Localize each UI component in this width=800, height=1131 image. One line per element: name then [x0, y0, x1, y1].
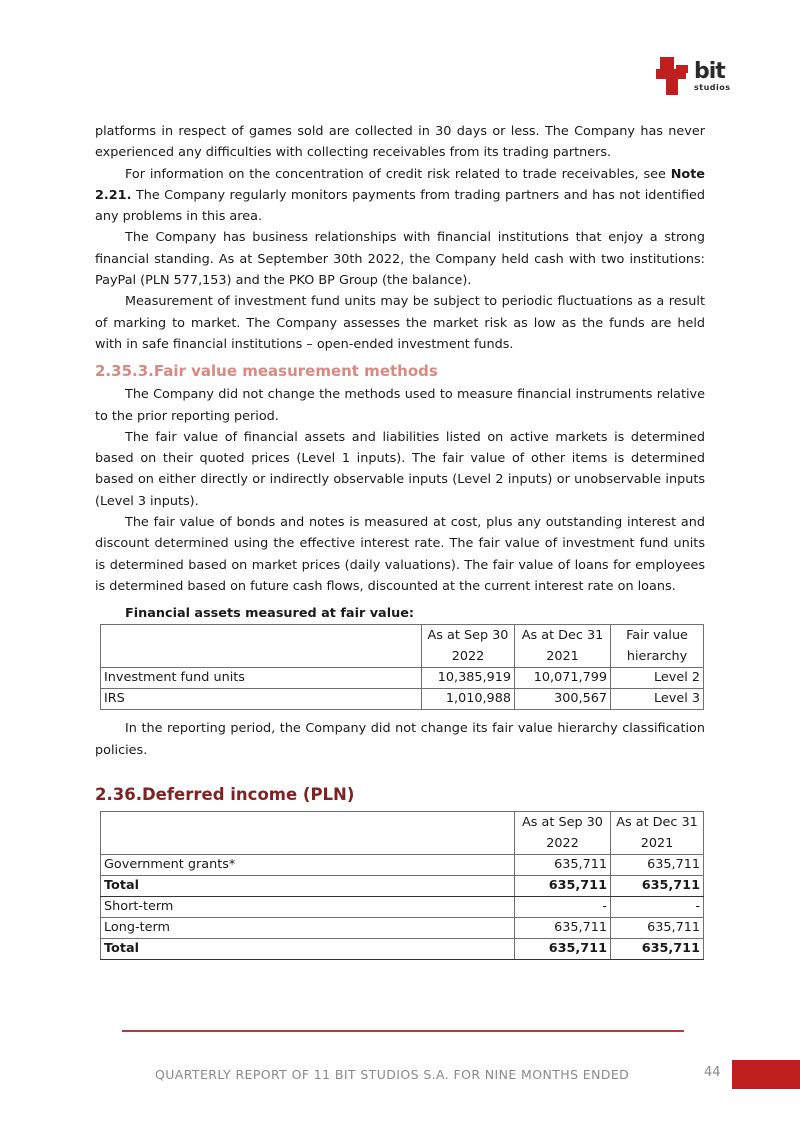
table-row [101, 854, 704, 875]
table-caption: Financial assets measured at fair value: [125, 606, 414, 622]
cell-value: 635,711 [515, 938, 611, 959]
table-row [101, 917, 704, 938]
table-header-row [101, 811, 704, 854]
page-content [95, 121, 705, 960]
cell-value: Level 2 [611, 668, 704, 689]
cell-value: 10,071,799 [515, 668, 611, 689]
footer-title: QUARTERLY REPORT OF 11 BIT STUDIOS S.A. FOR NINE MONTHS ENDED [155, 1067, 630, 1082]
section-heading-deferred-income: 2.36.Deferred income (PLN) [95, 784, 355, 804]
cell-value: 10,385,919 [422, 668, 515, 689]
paragraph: The fair value of financial assets and liabilities listed on active markets is determined based on their quoted prices (Level 1 inputs). The fair value of other items is determined based on either directly or indirectly observable inputs (Level 2 inputs) or unobservable inputs (Level 3 inputs). [95, 429, 705, 509]
cell-value: 635,711 [515, 875, 611, 896]
cell-value: 635,711 [515, 854, 611, 875]
paragraph: platforms in respect of games sold are collected in 30 days or less. The Company has never experienced any difficulties with collecting receivables from its trading partners. [95, 124, 705, 161]
row-label: Short-term [101, 896, 515, 917]
row-label: Investment fund units [101, 668, 422, 689]
paragraph-note-reference: For information on the concentration of credit risk related to trade receivables, see Note 2.21. The Company regularly monitors payments from trading partners and has not identified any problems in this area. [95, 166, 705, 225]
paragraph: In the reporting period, the Company did not change its fair value hierarchy classification policies. [95, 721, 705, 758]
footer-accent-block [732, 1060, 800, 1089]
fair-value-table [100, 624, 704, 710]
table-total-row [101, 875, 704, 896]
cell-value: Level 3 [611, 689, 704, 710]
row-label: Total [101, 875, 515, 896]
table-total-row [101, 938, 704, 959]
cell-value: 635,711 [611, 854, 704, 875]
table-header-cell: As at Sep 30 2022 [515, 811, 611, 854]
table-header-cell: As at Dec 31 2021 [611, 811, 704, 854]
table-header-cell: As at Sep 30 2022 [422, 625, 515, 668]
cell-value: - [515, 896, 611, 917]
table-header-cell [101, 625, 422, 668]
cell-value: 635,711 [611, 875, 704, 896]
table-row [101, 896, 704, 917]
row-label: Total [101, 938, 515, 959]
row-label: IRS [101, 689, 422, 710]
row-label: Government grants* [101, 854, 515, 875]
paragraph: The Company did not change the methods used to measure financial instruments relative to the prior reporting period. [95, 387, 705, 424]
table-row [101, 689, 704, 710]
footer-divider [122, 1030, 684, 1032]
note-link: Note 2.21. [95, 166, 705, 203]
paragraph: The fair value of bonds and notes is measured at cost, plus any outstanding interest and discount determined using the effective interest rate. The fair value of investment fund units is determined based on market prices (daily valuations). The fair value of loans for employees is determined based on future cash flows, discounted at the current interest rate on loans. [95, 515, 705, 594]
row-label: Long-term [101, 917, 515, 938]
cell-value: 635,711 [611, 938, 704, 959]
table-header-cell: As at Dec 31 2021 [515, 625, 611, 668]
cell-value: 300,567 [515, 689, 611, 710]
page-number: 44 [704, 1065, 721, 1080]
paragraph: Measurement of investment fund units may be subject to periodic fluctuations as a result of marking to market. The Company assesses the market risk as low as the funds are held with in safe financial institutions – open-ended investment funds. [95, 294, 705, 352]
paragraph: The Company has business relationships with financial institutions that enjoy a strong financial standing. As at September 30th 2022, the Company held cash with two institutions: PayPal (PLN 577,153) and the PKO BP Group (the balance). [95, 230, 705, 289]
table-row [101, 668, 704, 689]
cell-value: 635,711 [611, 917, 704, 938]
table-header-row [101, 625, 704, 668]
table-header-cell [101, 811, 515, 854]
logo-subtext: studios [694, 83, 731, 92]
cell-value: 1,010,988 [422, 689, 515, 710]
section-heading-fair-value: 2.35.3.Fair value measurement methods [95, 362, 438, 381]
company-logo [656, 55, 738, 99]
table-header-cell: Fair value hierarchy [611, 625, 704, 668]
cell-value: 635,711 [515, 917, 611, 938]
logo-text: bit [694, 59, 725, 84]
logo-mark-icon [656, 55, 692, 95]
cell-value: - [611, 896, 704, 917]
deferred-income-table [100, 811, 704, 960]
